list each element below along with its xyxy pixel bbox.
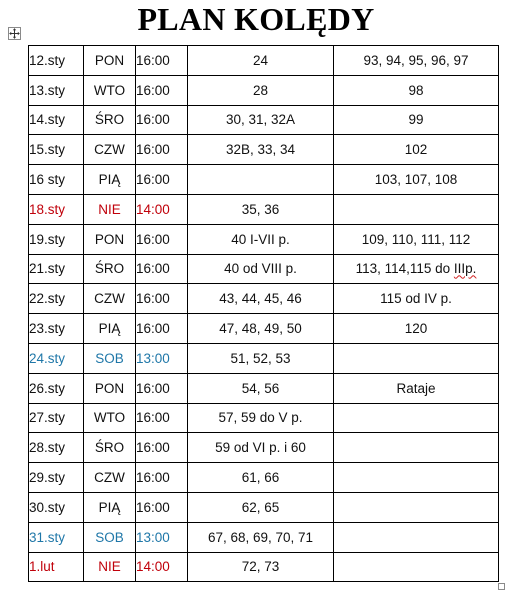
group-b-cell[interactable]: 109, 110, 111, 112 (334, 224, 499, 254)
group-a-cell[interactable]: 67, 68, 69, 70, 71 (188, 522, 334, 552)
date-cell[interactable]: 14.sty (29, 105, 84, 135)
table-row (29, 284, 499, 314)
date-cell[interactable]: 18.sty (29, 194, 84, 224)
table-row (29, 522, 499, 552)
date-cell[interactable]: 29.sty (29, 463, 84, 493)
table-row (29, 343, 499, 373)
day-cell[interactable]: CZW (84, 463, 136, 493)
table-row (29, 165, 499, 195)
date-cell[interactable]: 19.sty (29, 224, 84, 254)
date-cell[interactable]: 27.sty (29, 403, 84, 433)
time-cell[interactable]: 16:00 (136, 314, 188, 344)
group-a-cell[interactable]: 51, 52, 53 (188, 343, 334, 373)
date-cell[interactable]: 16 sty (29, 165, 84, 195)
group-b-cell[interactable] (334, 343, 499, 373)
group-a-cell[interactable] (188, 165, 334, 195)
day-cell[interactable]: NIE (84, 552, 136, 582)
day-cell[interactable]: PIĄ (84, 165, 136, 195)
table-row (29, 75, 499, 105)
time-cell[interactable]: 13:00 (136, 522, 188, 552)
date-cell[interactable]: 15.sty (29, 135, 84, 165)
group-a-cell[interactable]: 62, 65 (188, 492, 334, 522)
group-b-cell[interactable] (334, 403, 499, 433)
date-cell[interactable]: 1.lut (29, 552, 84, 582)
time-cell[interactable]: 16:00 (136, 105, 188, 135)
group-b-cell[interactable] (334, 492, 499, 522)
time-cell[interactable]: 16:00 (136, 135, 188, 165)
group-a-cell[interactable]: 35, 36 (188, 194, 334, 224)
time-cell[interactable]: 16:00 (136, 373, 188, 403)
table-row (29, 254, 499, 284)
time-cell[interactable]: 14:00 (136, 552, 188, 582)
group-a-cell[interactable]: 54, 56 (188, 373, 334, 403)
date-cell[interactable]: 21.sty (29, 254, 84, 284)
day-cell[interactable]: PIĄ (84, 314, 136, 344)
day-cell[interactable]: NIE (84, 194, 136, 224)
group-a-cell[interactable]: 47, 48, 49, 50 (188, 314, 334, 344)
group-a-cell[interactable]: 59 od VI p. i 60 (188, 433, 334, 463)
time-cell[interactable]: 16:00 (136, 433, 188, 463)
table-row (29, 403, 499, 433)
day-cell[interactable]: SOB (84, 343, 136, 373)
group-a-cell[interactable]: 61, 66 (188, 463, 334, 493)
table-row (29, 224, 499, 254)
time-cell[interactable]: 16:00 (136, 403, 188, 433)
day-cell[interactable]: PON (84, 373, 136, 403)
group-a-cell[interactable]: 40 od VIII p. (188, 254, 334, 284)
group-b-cell[interactable]: 103, 107, 108 (334, 165, 499, 195)
day-cell[interactable]: PON (84, 224, 136, 254)
spellcheck-flagged-text: IIIp. (453, 261, 477, 277)
move-arrows-glyph (9, 28, 20, 39)
schedule-table (28, 45, 499, 582)
group-b-cell[interactable]: 102 (334, 135, 499, 165)
table-resize-handle[interactable] (498, 583, 505, 590)
table-row (29, 433, 499, 463)
day-cell[interactable]: PIĄ (84, 492, 136, 522)
move-arrows-icon[interactable] (8, 27, 21, 40)
table-row (29, 552, 499, 582)
group-b-cell[interactable] (334, 522, 499, 552)
group-b-cell[interactable]: Rataje (334, 373, 499, 403)
group-b-cell[interactable] (334, 463, 499, 493)
group-a-cell[interactable]: 40 I-VII p. (188, 224, 334, 254)
table-row (29, 463, 499, 493)
date-cell[interactable]: 12.sty (29, 46, 84, 76)
group-a-cell[interactable]: 32B, 33, 34 (188, 135, 334, 165)
date-cell[interactable]: 13.sty (29, 75, 84, 105)
group-a-cell[interactable]: 72, 73 (188, 552, 334, 582)
date-cell[interactable]: 23.sty (29, 314, 84, 344)
group-b-cell[interactable] (334, 552, 499, 582)
table-row (29, 105, 499, 135)
group-b-cell[interactable]: 99 (334, 105, 499, 135)
time-cell[interactable]: 16:00 (136, 75, 188, 105)
date-cell[interactable]: 22.sty (29, 284, 84, 314)
time-cell[interactable]: 14:00 (136, 194, 188, 224)
table-row (29, 314, 499, 344)
time-cell[interactable]: 16:00 (136, 492, 188, 522)
date-cell[interactable]: 24.sty (29, 343, 84, 373)
day-cell[interactable]: CZW (84, 284, 136, 314)
group-a-cell[interactable]: 57, 59 do V p. (188, 403, 334, 433)
group-b-cell[interactable]: 120 (334, 314, 499, 344)
time-cell[interactable]: 16:00 (136, 46, 188, 76)
group-b-cell[interactable] (334, 194, 499, 224)
group-b-cell[interactable]: 93, 94, 95, 96, 97 (334, 46, 499, 76)
day-cell[interactable]: SOB (84, 522, 136, 552)
group-a-cell[interactable]: 43, 44, 45, 46 (188, 284, 334, 314)
time-cell[interactable]: 16:00 (136, 284, 188, 314)
date-cell[interactable]: 28.sty (29, 433, 84, 463)
page-title: PLAN KOLĘDY (137, 1, 375, 37)
time-cell[interactable]: 16:00 (136, 463, 188, 493)
group-b-cell[interactable]: 98 (334, 75, 499, 105)
group-b-text: 113, 114,115 do (355, 261, 454, 277)
group-b-cell[interactable]: 115 od IV p. (334, 284, 499, 314)
time-cell[interactable]: 16:00 (136, 224, 188, 254)
group-b-cell[interactable] (334, 254, 499, 284)
date-cell[interactable]: 30.sty (29, 492, 84, 522)
day-cell[interactable]: ŚRO (84, 433, 136, 463)
time-cell[interactable]: 16:00 (136, 165, 188, 195)
day-cell[interactable]: CZW (84, 135, 136, 165)
group-a-cell[interactable]: 24 (188, 46, 334, 76)
time-cell[interactable]: 13:00 (136, 343, 188, 373)
day-cell[interactable]: ŚRO (84, 254, 136, 284)
group-a-cell[interactable]: 30, 31, 32A (188, 105, 334, 135)
date-cell[interactable]: 26.sty (29, 373, 84, 403)
table-row (29, 46, 499, 76)
table-row (29, 373, 499, 403)
table-row (29, 194, 499, 224)
day-cell[interactable]: ŚRO (84, 105, 136, 135)
date-cell[interactable]: 31.sty (29, 522, 84, 552)
day-cell[interactable]: WTO (84, 403, 136, 433)
table-row (29, 135, 499, 165)
day-cell[interactable]: PON (84, 46, 136, 76)
table-row (29, 492, 499, 522)
time-cell[interactable]: 16:00 (136, 254, 188, 284)
group-b-cell[interactable] (334, 433, 499, 463)
day-cell[interactable]: WTO (84, 75, 136, 105)
group-a-cell[interactable]: 28 (188, 75, 334, 105)
